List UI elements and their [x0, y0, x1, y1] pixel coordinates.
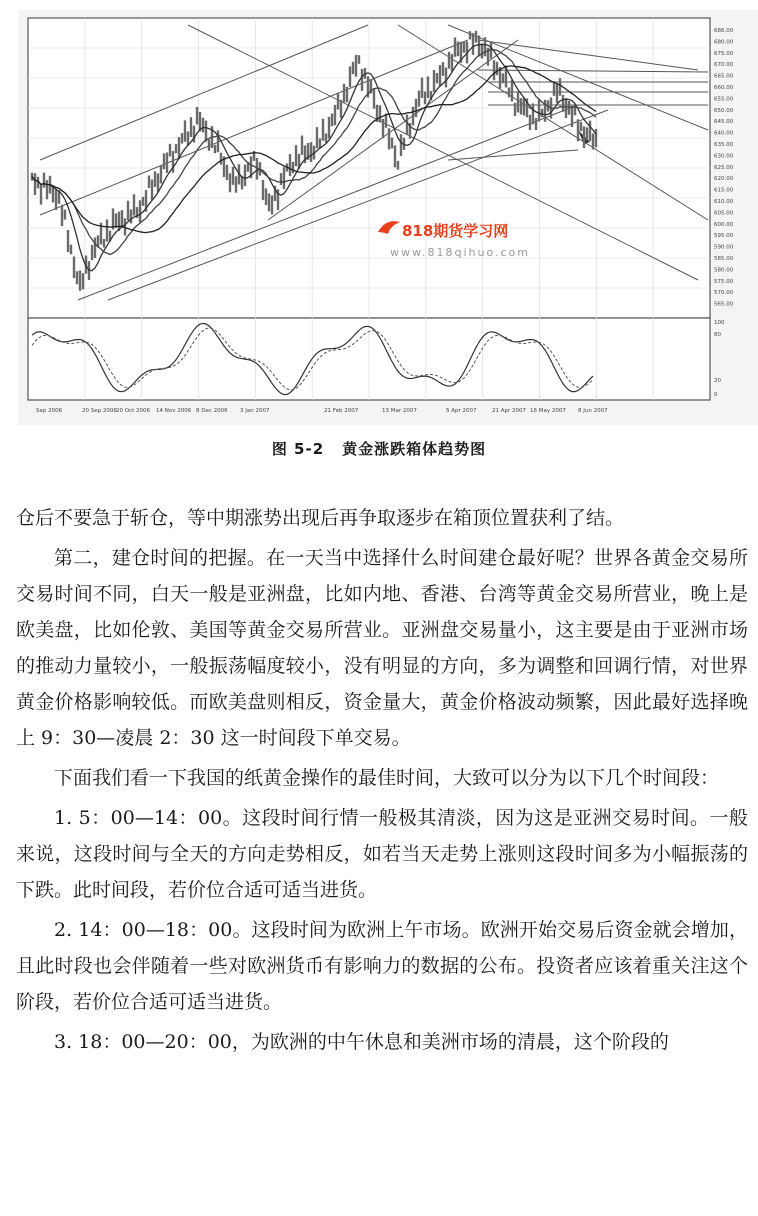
- price-tick-label: 600.00: [714, 221, 734, 228]
- price-tick-label: 580.00: [714, 267, 734, 274]
- price-tick-label: 680.00: [714, 39, 734, 46]
- time-tick-label: 21 Apr 2007: [492, 408, 527, 414]
- paragraph-period-2: 2. 14：00—18：00。这段时间为欧洲上午市场。欧洲开始交易后资金就会增加，且此时段也会伴随着一些对欧洲货币有影响力的数据的公布。投资者应该着重关注这个阶段，若价位合适可适当进货。: [16, 919, 748, 1013]
- price-tick-label: 650.00: [714, 107, 734, 114]
- time-tick-label: 8 Jun 2007: [578, 408, 608, 414]
- time-tick-label: 13 Mar 2007: [382, 408, 417, 414]
- paragraph-period-3: 3. 18：00—20：00，为欧洲的中午休息和美洲市场的清晨，这个阶段的: [54, 1031, 669, 1053]
- price-tick-label: 585.00: [714, 256, 734, 262]
- time-tick-label: 5 Apr 2007: [446, 408, 477, 414]
- time-tick-label: 20 Sep 2006: [82, 408, 117, 414]
- price-tick-label: 675.00: [714, 50, 734, 57]
- price-tick-label: 625.00: [714, 164, 734, 171]
- watermark-brand: 818期货学习网: [402, 222, 509, 240]
- time-tick-label: 21 Feb 2007: [324, 408, 359, 414]
- price-tick-label: 670.00: [714, 62, 734, 69]
- time-tick-label: 20 Oct 2006: [116, 408, 151, 414]
- gold-chart-figure: [18, 10, 758, 425]
- caption-number: 图 5-2: [271, 440, 325, 458]
- price-tick-label: 686.00: [714, 28, 734, 34]
- price-tick-label: 605.00: [714, 210, 734, 217]
- time-tick-label: 8 Dec 2006: [196, 408, 228, 414]
- caption-title: 黄金涨跌箱体趋势图: [342, 440, 487, 458]
- time-tick-label: 16 May 2007: [530, 408, 566, 414]
- price-tick-label: 620.00: [714, 176, 734, 183]
- paragraph-period-1: 1. 5：00—14：00。这段时间行情一般极其清淡，因为这是亚洲交易时间。一般来说，这段时间与全天的方向走势相反，如若当天走势上涨则这段时间多为小幅振荡的下跌。此时间段，若价位合适可适当进货。: [16, 807, 748, 901]
- price-tick-label: 565.00: [714, 301, 734, 308]
- figure-caption: [0, 438, 758, 459]
- price-tick-label: 630.00: [714, 153, 734, 160]
- time-tick-label: Sep 2006: [36, 408, 63, 414]
- oscillator-tick-label: 100: [714, 320, 725, 326]
- price-tick-label: 660.00: [714, 85, 734, 91]
- watermark-url: www.818qihuo.com: [390, 246, 530, 259]
- oscillator-tick-label: 80: [714, 332, 721, 338]
- price-tick-label: 645.00: [714, 119, 734, 126]
- price-tick-label: 640.00: [714, 130, 734, 137]
- price-tick-label: 610.00: [714, 199, 734, 205]
- price-tick-label: 635.00: [714, 142, 734, 148]
- body-text: [16, 500, 748, 1064]
- paragraph-continuation: 仓后不要急于斩仓，等中期涨势出现后再争取逐步在箱顶位置获利了结。: [16, 507, 625, 529]
- price-tick-label: 575.00: [714, 278, 734, 285]
- price-tick-label: 595.00: [714, 233, 734, 240]
- price-tick-label: 665.00: [714, 73, 734, 80]
- paragraph-periods-intro: 下面我们看一下我国的纸黄金操作的最佳时间，大致可以分为以下几个时间段：: [54, 767, 720, 789]
- price-tick-label: 655.00: [714, 96, 734, 103]
- price-tick-label: 590.00: [714, 244, 734, 251]
- price-tick-label: 615.00: [714, 187, 734, 194]
- gold-price-chart: [18, 10, 758, 425]
- paragraph-timing: 第二，建仓时间的把握。在一天当中选择什么时间建仓最好呢？世界各黄金交易所交易时间不同，白天一般是亚洲盘，比如内地、香港、台湾等黄金交易所营业，晚上是欧美盘，比如伦敦、美国等黄金交易所营业。亚洲盘交易量小，这主要是由于亚洲市场的推动力量较小，一般振荡幅度较小，没有明显的方向，多为调整和回调行情，对世界黄金价格影响较低。而欧美盘则相反，资金量大，黄金价格波动频繁，因此最好选择晚上 9：30—凌晨 2：30 这一时间段下单交易。: [16, 547, 748, 749]
- time-tick-label: 3 Jan 2007: [240, 408, 270, 414]
- oscillator-tick-label: 0: [714, 392, 718, 398]
- price-tick-label: 570.00: [714, 290, 734, 297]
- time-tick-label: 14 Nov 2006: [156, 408, 192, 414]
- oscillator-tick-label: 20: [714, 378, 721, 384]
